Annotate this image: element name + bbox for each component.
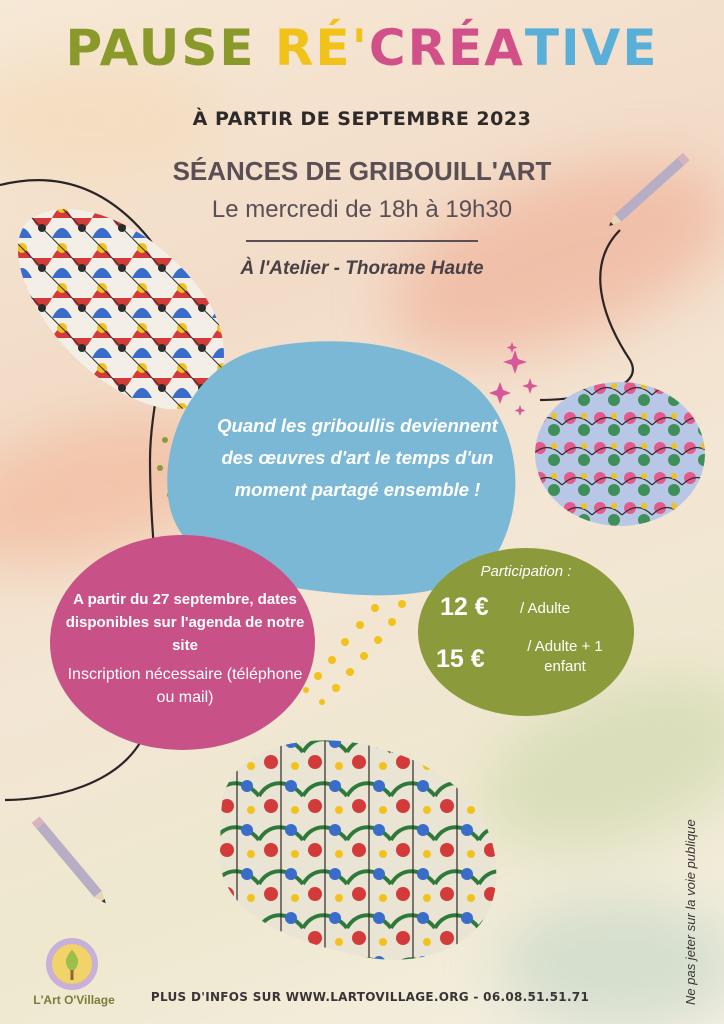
side-note-text: Ne pas jeter sur la voie publique: [683, 819, 698, 1005]
main-title: [0, 18, 724, 78]
subtitle: À PARTIR DE SEPTEMBRE 2023: [192, 108, 532, 130]
title-part: CRÉA: [368, 19, 525, 77]
participation-label: Participation :: [480, 563, 572, 580]
dots-yellow: [303, 582, 413, 705]
title-part: RÉ': [274, 19, 369, 77]
divider: [246, 240, 478, 242]
registration-info: Inscription nécessaire (téléphone ou mail): [67, 666, 303, 706]
title-part: PAUSE: [65, 19, 275, 77]
tagline-text: Quand les griboullis deviennent des œuvres d'art le temps d'un moment partagé ensemble !: [217, 415, 498, 500]
artwork-image-2: [532, 380, 712, 530]
session-schedule: Le mercredi de 18h à 19h30: [211, 196, 513, 223]
title-part: TIVE: [524, 19, 659, 77]
dates-info: A partir du 27 septembre, dates disponibles sur l'agenda de notre site: [65, 591, 305, 654]
price-desc: / Adulte: [520, 600, 571, 617]
session-title: SÉANCES DE GRIBOUILL'ART: [172, 156, 552, 186]
pencil-icon: [32, 816, 110, 906]
wavy-line: [540, 230, 633, 400]
logo-icon: [44, 936, 100, 992]
artwork-image-3: [215, 730, 500, 970]
price-desc: / Adulte + 1 enfant: [527, 638, 603, 675]
footer-info: PLUS D'INFOS SUR WWW.LARTOVILLAGE.ORG - 06.08.51.51.71: [150, 990, 590, 1004]
logo-name: L'Art O'Village: [33, 993, 115, 1007]
session-location: À l'Atelier - Thorame Haute: [240, 258, 484, 279]
side-note: [681, 775, 707, 1005]
price-amount: 12 €: [440, 593, 489, 621]
price-amount: 15 €: [436, 645, 485, 673]
